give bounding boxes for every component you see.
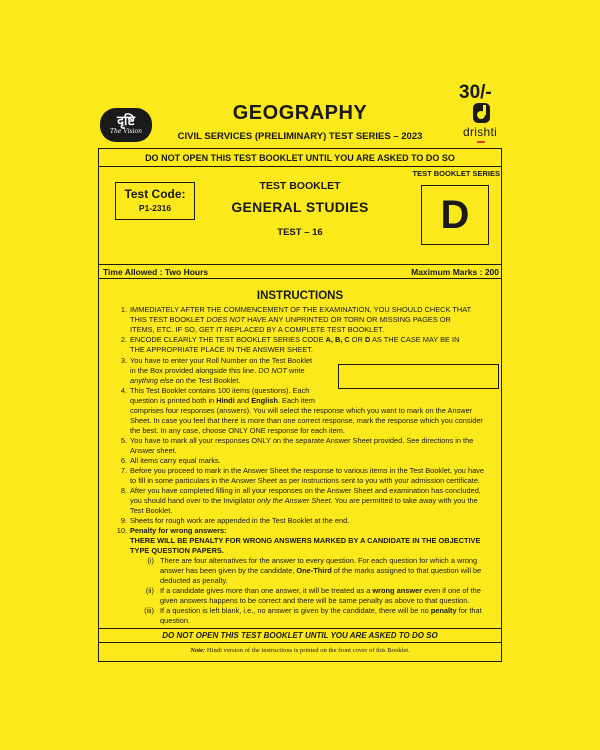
logo-sub-text: The Vision <box>110 128 142 135</box>
roll-number-box[interactable] <box>338 364 499 389</box>
instruction-line: ITEMS, ETC. IF SO, GET IT REPLACED BY A COMPLETE TEST BOOKLET. <box>130 325 384 334</box>
instruction-line: If a question is left blank, i.e., no answer is given by the candidate, there will be no penalty for that <box>160 606 482 615</box>
item-number: 1. <box>120 305 127 314</box>
brand-name: drishti <box>463 125 498 139</box>
item-number: 8. <box>120 486 127 495</box>
item-number: 9. <box>120 516 127 525</box>
instruction-line: Answer sheet. <box>130 446 177 455</box>
instruction-line: Sheet. In case you feel that there is more than one correct response, mark the response which you consider <box>130 416 483 425</box>
item-number: 2. <box>120 335 127 344</box>
test-code-value: P1-2316 <box>138 203 172 213</box>
instruction-line: IMMEDIATELY AFTER THE COMMENCEMENT OF THE EXAMINATION, YOU SHOULD CHECK THAT <box>130 305 472 314</box>
booklet-label: TEST BOOKLET <box>259 180 341 192</box>
instruction-line: Test Booklet. <box>130 506 173 515</box>
instruction-line: comprises four responses (answers). You will select the response which you want to mark on the Answer <box>130 406 473 415</box>
time-allowed: Time Allowed : Two Hours <box>103 267 209 277</box>
item-number: 10. <box>116 526 127 535</box>
instruction-line: question is printed both in Hindi and English. Each item <box>130 396 315 405</box>
sub-item-number: (iii) <box>144 606 154 615</box>
instruction-line: Penalty for wrong answers: <box>130 526 227 535</box>
page-title: GEOGRAPHY <box>232 102 368 124</box>
divider-time <box>99 264 501 265</box>
hindi-note: Note: Hindi version of the instructions is printed on the front cover of this Booklet. <box>190 647 410 654</box>
warning-bottom: DO NOT OPEN THIS TEST BOOKLET UNTIL YOU ARE ASKED TO DO SO <box>162 631 438 640</box>
item-number: 7. <box>120 466 127 475</box>
sub-item-number: (ii) <box>145 586 154 595</box>
divider-top <box>99 166 501 167</box>
divider-bottom-1 <box>99 628 501 629</box>
instruction-line: to fill in some particulars in the Answer Sheet as per instructions sent to you with your admission certificate. <box>130 476 480 485</box>
instruction-line: There are four alternatives for the answer to every question. For each question for which a wrong <box>160 556 478 565</box>
instruction-line: All items carry equal marks. <box>130 456 221 465</box>
instruction-line: TYPE QUESTION PAPERS. <box>130 546 224 555</box>
instruction-line: THIS TEST BOOKLET DOES NOT HAVE ANY UNPRINTED OR TORN OR MISSING PAGES OR <box>130 315 451 324</box>
instruction-line: You have to enter your Roll Number on the Test Booklet <box>130 356 312 365</box>
divider-bottom-2 <box>99 642 501 643</box>
instruction-line: given answers happens to be correct and there will be same penalty as above to that question. <box>160 596 470 605</box>
maximum-marks: Maximum Marks : 200 <box>411 267 499 277</box>
item-number: 5. <box>120 436 127 445</box>
brand-underline <box>477 141 485 143</box>
item-number: 4. <box>120 386 127 395</box>
sub-item-number: (i) <box>147 556 154 565</box>
instruction-line: After you have completed filling in all your responses on the Answer Sheet and examination has concluded, <box>130 486 481 495</box>
test-code-label: Test Code: <box>124 187 186 201</box>
warning-top: DO NOT OPEN THIS TEST BOOKLET UNTIL YOU ARE ASKED TO DO SO <box>145 153 455 163</box>
series-label: TEST BOOKLET SERIES <box>412 169 500 178</box>
item-number: 3. <box>120 356 127 365</box>
instruction-line: in the Box provided alongside this line. DO NOT write <box>130 366 305 375</box>
item-number: 6. <box>120 456 127 465</box>
page-subtitle: CIVIL SERVICES (PRELIMINARY) TEST SERIES – 2023 <box>177 131 423 142</box>
instruction-line: ENCODE CLEARLY THE TEST BOOKLET SERIES CODE A, B, C OR D AS THE CASE MAY BE IN <box>130 335 460 344</box>
test-code-box <box>115 182 195 220</box>
instruction-line: Before you proceed to mark in the Answer Sheet the response to various items in the Test Booklet, you have <box>130 466 484 475</box>
instruction-line: answer has been given by the candidate, One-Third of the marks assigned to that question will be <box>160 566 482 575</box>
logo-main-text: दृष्टि <box>117 114 135 129</box>
instruction-line: the best. In any case, choose ONLY ONE response for each item. <box>130 426 345 435</box>
test-number: TEST – 16 <box>277 227 323 238</box>
price-label: 30/- <box>459 82 492 103</box>
divider-marks <box>99 278 501 279</box>
d-logo-icon <box>473 103 490 123</box>
instruction-line: anything else on the Test Booklet. <box>130 376 241 385</box>
booklet-title: GENERAL STUDIES <box>231 199 369 215</box>
instruction-line: THERE WILL BE PENALTY FOR WRONG ANSWERS MARKED BY A CANDIDATE IN THE OBJECTIVE <box>130 536 481 545</box>
instruction-line: Sheets for rough work are appended in the Test Booklet at the end. <box>130 516 350 525</box>
instruction-line: THE APPROPRIATE PLACE IN THE ANSWER SHEET. <box>130 345 313 354</box>
series-letter-box: D <box>421 185 489 245</box>
instruction-line: deducted as penalty. <box>160 576 228 585</box>
instruction-line: If a candidate gives more than one answer, it will be treated as a wrong answer even if one of the <box>160 586 481 595</box>
instruction-line: You have to mark all your responses ONLY on the separate Answer Sheet provided. See directions in the <box>130 436 474 445</box>
instruction-line: you should hand over to the Invigilator only the Answer Sheet. You are permitted to take away with you the <box>130 496 478 505</box>
instruction-line: This Test Booklet contains 100 items (questions). Each <box>130 386 310 395</box>
instruction-line: question. <box>160 616 190 625</box>
instructions-heading: INSTRUCTIONS <box>256 290 344 302</box>
